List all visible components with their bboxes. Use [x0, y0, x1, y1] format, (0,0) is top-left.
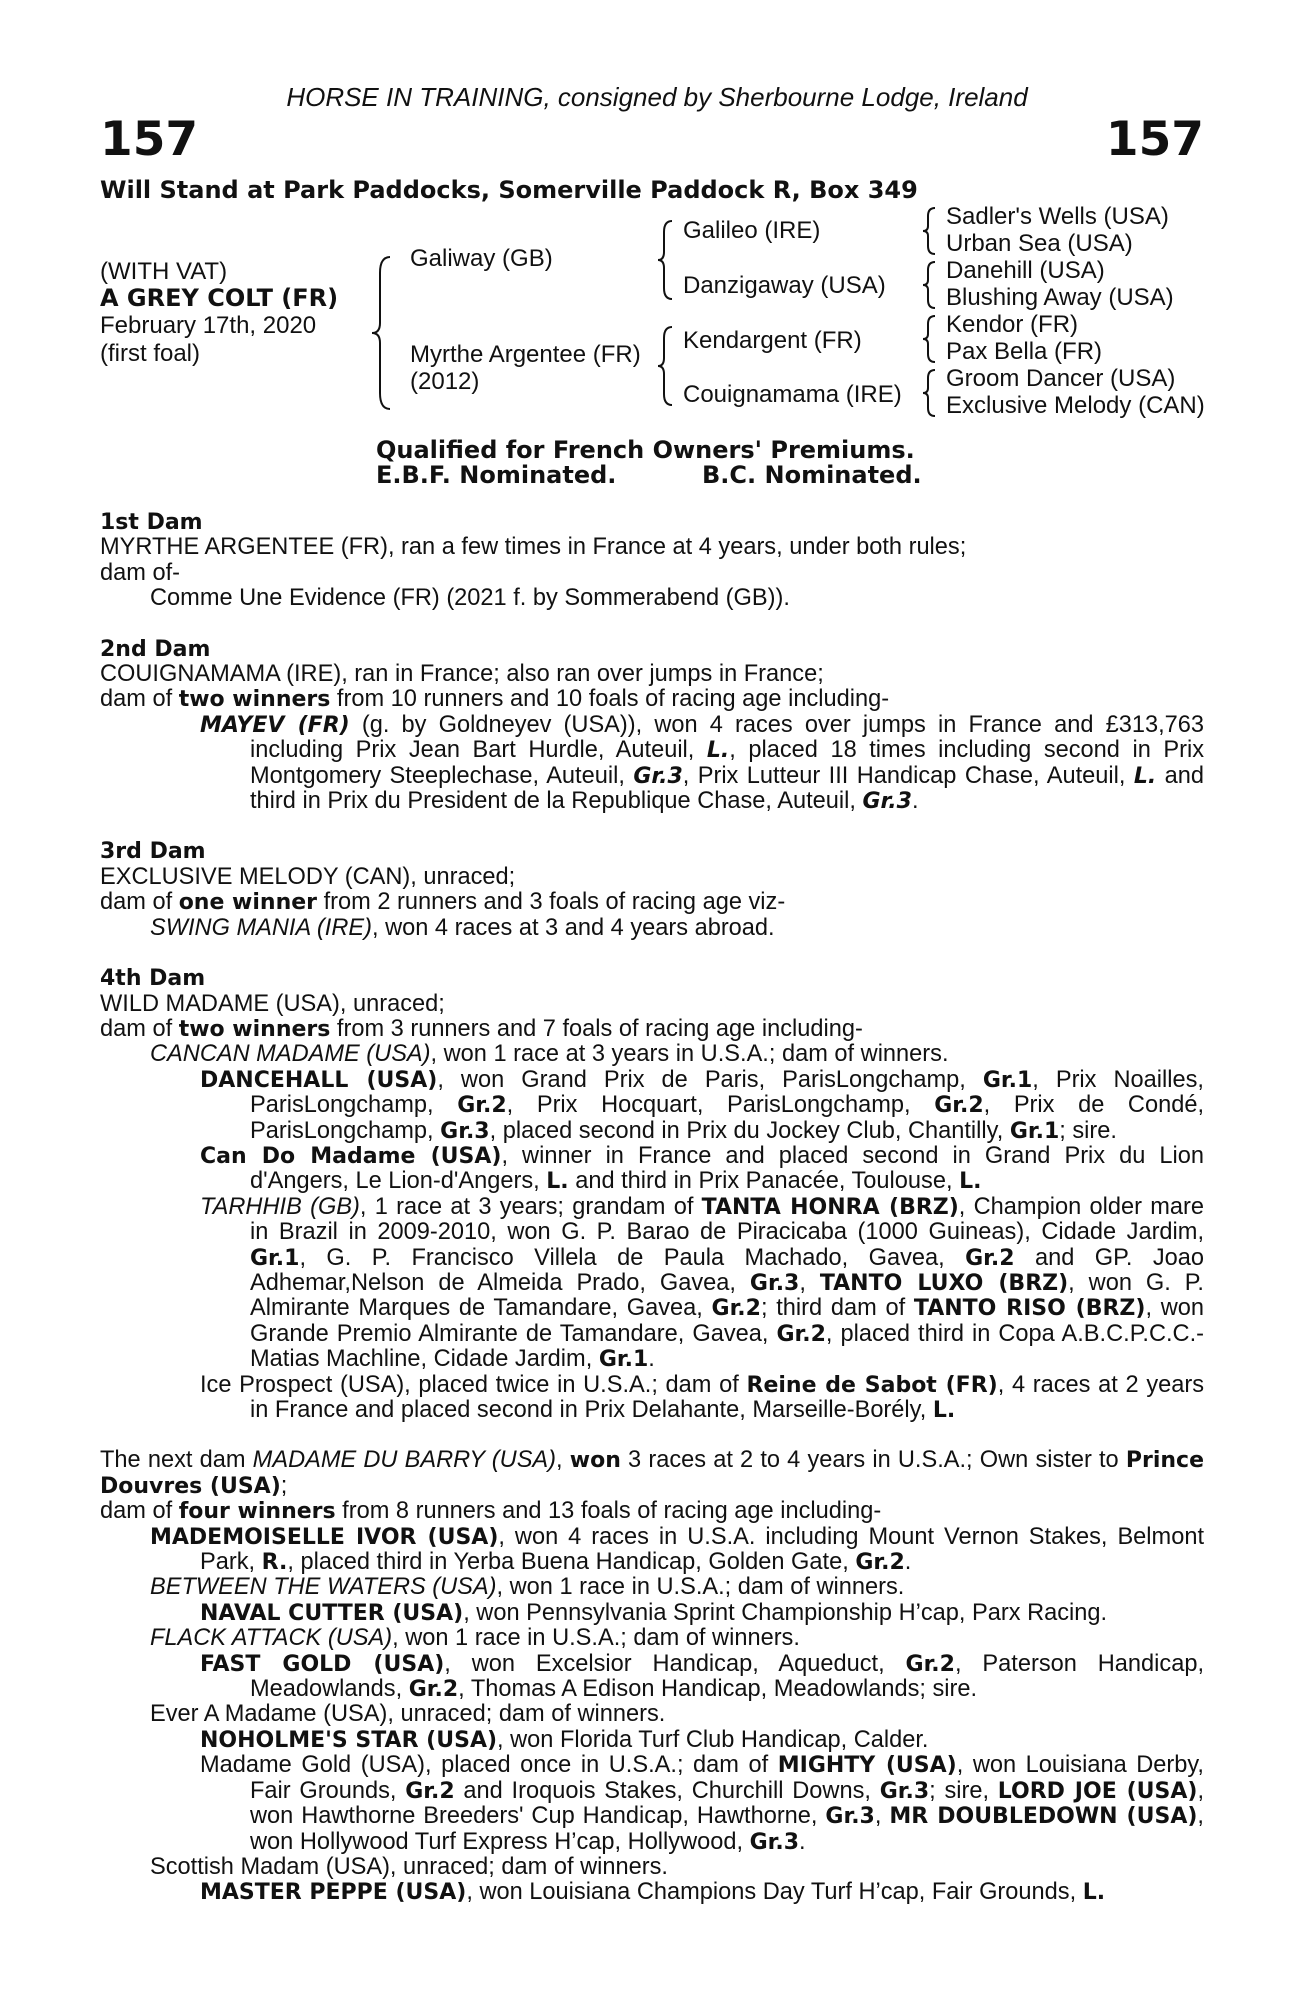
pedigree-brace-ds — [921, 314, 941, 364]
produce-cancan-madame — [100, 1042, 1204, 1067]
grade: Gr.3 — [879, 1778, 930, 1804]
second-dam-section — [100, 637, 1204, 815]
text: , 4 races at 2 years in France and placed second in Prix Delahante, Marseille-Borély, — [250, 1371, 1205, 1423]
horse-name: MASTER PEPPE (USA) — [200, 1880, 467, 1906]
grade: Gr.2 — [457, 1093, 507, 1119]
text: , Prix Lutteur III Handicap Chase, Auteuil, — [682, 762, 1134, 789]
text: , Prix de Condé, ParisLongchamp, — [250, 1092, 1205, 1144]
vat-note: (WITH VAT) — [100, 258, 228, 285]
grade: Gr.2 — [934, 1093, 984, 1119]
next-dam-damof — [100, 1499, 1204, 1524]
text: , won Grand Prix de Paris, ParisLongchamp, — [437, 1066, 983, 1093]
text: , Champion older mare in Brazil in 2009-2010, won G. P. Barao de Piracicaba (1000 Guineas), Cidade Jardim, — [250, 1193, 1204, 1246]
horse-name: TANTO RISO (BRZ) — [913, 1296, 1146, 1322]
grade: L. — [959, 1169, 982, 1195]
pedigree-dam-dam: Couignamama (IRE) — [683, 381, 902, 408]
grade: L. — [706, 738, 730, 764]
text: (g. by Goldneyev (USA)), won 4 races over jumps in France and £313,763 including Prix Jean Bart Hurdle, Auteuil, — [250, 711, 1204, 764]
text: , won Florida Turf Club Handicap, Calder. — [497, 1726, 929, 1753]
text: , — [874, 1803, 890, 1830]
horse-name: TANTA HONRA (BRZ) — [701, 1194, 959, 1220]
text: . — [904, 1549, 912, 1576]
horse-name: TARHHIB (GB) — [200, 1193, 360, 1220]
horse-name: CANCAN MADAME (USA) — [150, 1041, 431, 1068]
third-dam-damof — [100, 890, 1204, 915]
won-word: won — [569, 1448, 621, 1474]
text: Ice Prospect (USA), placed twice in U.S.A.; dam of — [200, 1371, 747, 1398]
text: Madame Gold (USA), placed once in U.S.A.; dam of — [200, 1752, 778, 1779]
catalogue-body — [100, 510, 1204, 1906]
horse-name: SWING MANIA (IRE) — [150, 914, 372, 941]
text: from 2 runners and 3 foals of racing age viz- — [317, 889, 786, 916]
text: , won 1 race in U.S.A.; dam of winners. — [392, 1625, 800, 1652]
text: , won Hollywood Turf Express H’cap, Hollywood, — [250, 1803, 1204, 1855]
pedigree-dam: Myrthe Argentee (FR) — [410, 341, 641, 368]
grade: Gr.3 — [862, 789, 912, 815]
text: dam of — [100, 686, 179, 713]
text: , won Louisiana Derby, Fair Grounds, — [250, 1752, 1204, 1804]
grade: L. — [546, 1169, 569, 1195]
grade: Gr.3 — [633, 763, 683, 789]
text: and Iroquois Stakes, Churchill Downs, — [454, 1777, 880, 1804]
horse-name: BETWEEN THE WATERS (USA) — [150, 1574, 497, 1601]
grade: Gr.2 — [965, 1245, 1015, 1271]
text: ; sire, — [929, 1777, 998, 1804]
horse-name: FAST GOLD (USA) — [200, 1651, 445, 1677]
horse-name: NOHOLME'S STAR (USA) — [200, 1727, 498, 1753]
grade: Gr.3 — [749, 1270, 800, 1296]
pedigree-brace-dam — [656, 324, 680, 408]
foal-note: (first foal) — [100, 340, 201, 367]
horse-name: DANCEHALL (USA) — [200, 1067, 438, 1093]
produce-noholmes-star — [100, 1728, 1204, 1753]
first-dam-line: MYRTHE ARGENTEE (FR), ran a few times in France at 4 years, under both rules; — [100, 534, 967, 561]
produce-swing-mania — [100, 916, 1204, 941]
text: , won 4 races in U.S.A. including Mount Vernon Stakes, Belmont Park, — [200, 1523, 1204, 1576]
horse-name: MAYEV (FR) — [200, 712, 350, 738]
text: , placed third in Copa A.B.C.P.C.C.-Matias Machline, Cidade Jardim, — [250, 1320, 1204, 1373]
text: , won 1 race in U.S.A.; dam of winners. — [496, 1574, 905, 1601]
second-dam-heading: 2nd Dam — [100, 636, 211, 662]
produce-master-peppe — [100, 1880, 1204, 1905]
text: , G. P. Francisco Villela de Paula Machado, Gavea, — [299, 1244, 966, 1271]
text: , won Excelsior Handicap, Aqueduct, — [444, 1650, 906, 1677]
horse-name: NAVAL CUTTER (USA) — [200, 1600, 464, 1626]
text: from 3 runners and 7 foals of racing age including- — [330, 1015, 863, 1042]
winners-count: two winners — [178, 687, 331, 713]
horse-name: MIGHTY (USA) — [777, 1753, 957, 1779]
horse-name: MADEMOISELLE IVOR (USA) — [150, 1524, 499, 1550]
horse-name: TANTO LUXO (BRZ) — [819, 1270, 1069, 1296]
text: ; sire. — [1059, 1117, 1117, 1144]
grade: L. — [1133, 763, 1157, 789]
grade: Gr.2 — [405, 1778, 455, 1804]
pedigree-dam-year: (2012) — [410, 368, 480, 395]
grade: Gr.1 — [982, 1067, 1033, 1093]
horse-name: Can Do Madame (USA) — [200, 1143, 502, 1169]
text: , 1 race at 3 years; grandam of — [359, 1193, 702, 1220]
text: , won 1 race at 3 years in U.S.A.; dam of winners. — [430, 1041, 949, 1068]
text: , placed 18 times including second in Prix Montgomery Steeplechase, Auteuil, — [250, 737, 1204, 789]
grade: Gr.1 — [598, 1347, 649, 1373]
text: , won Pennsylvania Sprint Championship H’cap, Parx Racing. — [463, 1599, 1108, 1626]
text: , won G. P. Almirante Marques de Tamandare, Gavea, — [250, 1269, 1204, 1322]
grade: Gr.2 — [408, 1677, 459, 1703]
text: , placed third in Yerba Buena Handicap, Golden Gate, — [287, 1549, 856, 1576]
pedigree-ddd: Exclusive Melody (CAN) — [946, 392, 1205, 419]
text: and third in Prix du President de la Republique Chase, Auteuil, — [250, 762, 1205, 815]
consignment-header: HORSE IN TRAINING, consigned by Sherbourne Lodge, Ireland — [286, 82, 1028, 112]
grade: Gr.3 — [440, 1118, 490, 1144]
pedigree-brace-sire — [656, 218, 680, 302]
produce-scottish-madam: Scottish Madam (USA), unraced; dam of winners. — [150, 1853, 668, 1880]
grade: Gr.3 — [749, 1829, 800, 1855]
grade: Gr.2 — [776, 1321, 826, 1347]
pedigree-dam-sire: Kendargent (FR) — [683, 327, 862, 354]
first-dam-section — [100, 510, 1204, 612]
text: , placed second in Prix du Jockey Club, Chantilly, — [489, 1117, 1010, 1144]
horse-name: FLACK ATTACK (USA) — [150, 1625, 393, 1652]
text: and GP. Joao Adhemar,Nelson de Almeida Prado, Gavea, — [250, 1244, 1204, 1296]
third-dam-heading: 3rd Dam — [100, 839, 206, 865]
text: . — [911, 788, 919, 815]
text: The next dam — [100, 1447, 253, 1474]
horse-name: A GREY COLT (FR) — [100, 284, 339, 312]
text: ; third dam of — [760, 1295, 914, 1322]
horse-name: Reine de Sabot (FR) — [746, 1372, 998, 1398]
text: , winner in France and placed second in Grand Prix du Lion d'Angers, Le Lion-d'Angers, — [250, 1142, 1204, 1195]
first-dam-produce: Comme Une Evidence (FR) (2021 f. by Sommerabend (GB)). — [150, 585, 790, 612]
text: , won Louisiana Champions Day Turf H’cap, Fair Grounds, — [466, 1879, 1083, 1906]
next-dam-section — [100, 1448, 1204, 1905]
grade: Gr.1 — [250, 1245, 300, 1271]
grade: Gr.2 — [711, 1296, 761, 1322]
text: 3 races at 2 to 4 years in U.S.A.; Own sister to — [620, 1447, 1126, 1474]
text: , Thomas A Edison Handicap, Meadowlands; sire. — [458, 1676, 978, 1703]
produce-ice-prospect — [100, 1373, 1204, 1424]
grade: L. — [1082, 1880, 1106, 1906]
produce-tarhhib — [100, 1195, 1204, 1373]
pedigree-dsd: Pax Bella (FR) — [946, 338, 1103, 365]
grade: R. — [261, 1550, 288, 1576]
text: . — [799, 1828, 806, 1855]
grade: Gr.1 — [1009, 1118, 1060, 1144]
produce-flack-attack — [100, 1626, 1204, 1651]
pedigree-sds: Danehill (USA) — [946, 257, 1105, 284]
fourth-dam-section — [100, 966, 1204, 1423]
pedigree-brace-sd — [921, 260, 941, 310]
pedigree-brace-dd — [921, 368, 941, 418]
grade: Gr.2 — [905, 1651, 955, 1677]
text: , — [556, 1447, 570, 1474]
foaling-date: February 17th, 2020 — [100, 312, 317, 339]
qualification-bc: B.C. Nominated. — [702, 461, 922, 489]
winners-count: four winners — [178, 1499, 336, 1525]
pedigree-brace-ss — [921, 206, 941, 256]
third-dam-line: EXCLUSIVE MELODY (CAN), unraced; — [100, 863, 516, 890]
pedigree-sire-dam: Danzigaway (USA) — [683, 272, 886, 299]
fourth-dam-damof — [100, 1017, 1204, 1042]
first-dam-heading: 1st Dam — [100, 510, 203, 535]
text: , won Grande Premio Almirante de Tamandare, Gavea, — [250, 1295, 1204, 1347]
produce-ever-a-madame: Ever A Madame (USA), unraced; dam of winners. — [150, 1701, 666, 1728]
text: , Paterson Handicap, Meadowlands, — [250, 1650, 1204, 1703]
grade: Gr.3 — [825, 1804, 875, 1830]
produce-fast-gold — [100, 1652, 1204, 1703]
produce-mademoiselle-ivor — [100, 1525, 1204, 1576]
text: , Prix Hocquart, ParisLongchamp, — [506, 1092, 935, 1119]
produce-madame-gold — [100, 1753, 1204, 1855]
pedigree-sss: Sadler's Wells (USA) — [946, 203, 1169, 230]
pedigree-sire-sire: Galileo (IRE) — [683, 217, 821, 244]
text: , won Hawthorne Breeders' Cup Handicap, Hawthorne, — [250, 1777, 1204, 1830]
pedigree-sdd: Blushing Away (USA) — [946, 284, 1174, 311]
horse-name: Prince Douvres (USA) — [100, 1448, 1204, 1499]
produce-between-the-waters — [100, 1575, 1204, 1600]
pedigree-brace-main — [370, 253, 400, 413]
stand-location: Will Stand at Park Paddocks, Somerville Paddock R, Box 349 — [100, 176, 918, 204]
fourth-dam-heading: 4th Dam — [100, 966, 206, 992]
second-dam-line: COUIGNAMAMA (IRE), ran in France; also ran over jumps in France; — [100, 661, 824, 688]
produce-dancehall — [100, 1068, 1204, 1144]
pedigree-dss: Kendor (FR) — [946, 311, 1079, 338]
pedigree-ssd: Urban Sea (USA) — [946, 230, 1133, 257]
third-dam-section — [100, 839, 1204, 941]
produce-naval-cutter — [100, 1601, 1204, 1626]
first-dam-damof: dam of- — [100, 559, 180, 586]
produce-can-do-madame — [100, 1144, 1204, 1195]
fourth-dam-line: WILD MADAME (USA), unraced; — [100, 990, 445, 1017]
text: , Prix Noailles, ParisLongchamp, — [250, 1066, 1204, 1119]
text: dam of — [100, 889, 179, 916]
horse-name: LORD JOE (USA) — [997, 1778, 1198, 1804]
qualification-ebf: E.B.F. Nominated. — [376, 461, 617, 489]
text: , won 4 races at 3 and 4 years abroad. — [371, 914, 775, 941]
text: ; — [280, 1472, 288, 1499]
text: , — [799, 1269, 820, 1296]
pedigree-sire: Galiway (GB) — [410, 245, 553, 272]
text: . — [648, 1346, 655, 1373]
horse-name: MR DOUBLEDOWN (USA) — [889, 1804, 1198, 1830]
lot-number-left: 157 — [100, 112, 199, 167]
winners-count: one winner — [178, 890, 318, 916]
text: and third in Prix Panacée, Toulouse, — [568, 1168, 960, 1195]
qualification-premiums: Qualified for French Owners' Premiums. — [376, 436, 915, 464]
horse-name: MADAME DU BARRY (USA) — [252, 1447, 557, 1474]
grade: Gr.2 — [855, 1550, 905, 1576]
text: from 8 runners and 13 foals of racing age including- — [335, 1498, 882, 1525]
text: from 10 runners and 10 foals of racing age including- — [330, 686, 890, 713]
produce-mayev — [100, 713, 1204, 815]
text: dam of — [100, 1015, 179, 1042]
lot-number-right: 157 — [1105, 112, 1204, 167]
text: dam of — [100, 1498, 179, 1525]
winners-count: two winners — [178, 1016, 331, 1042]
next-dam-line — [100, 1448, 1204, 1499]
pedigree-dds: Groom Dancer (USA) — [946, 365, 1176, 392]
grade: L. — [932, 1398, 956, 1423]
second-dam-damof — [100, 687, 1204, 712]
